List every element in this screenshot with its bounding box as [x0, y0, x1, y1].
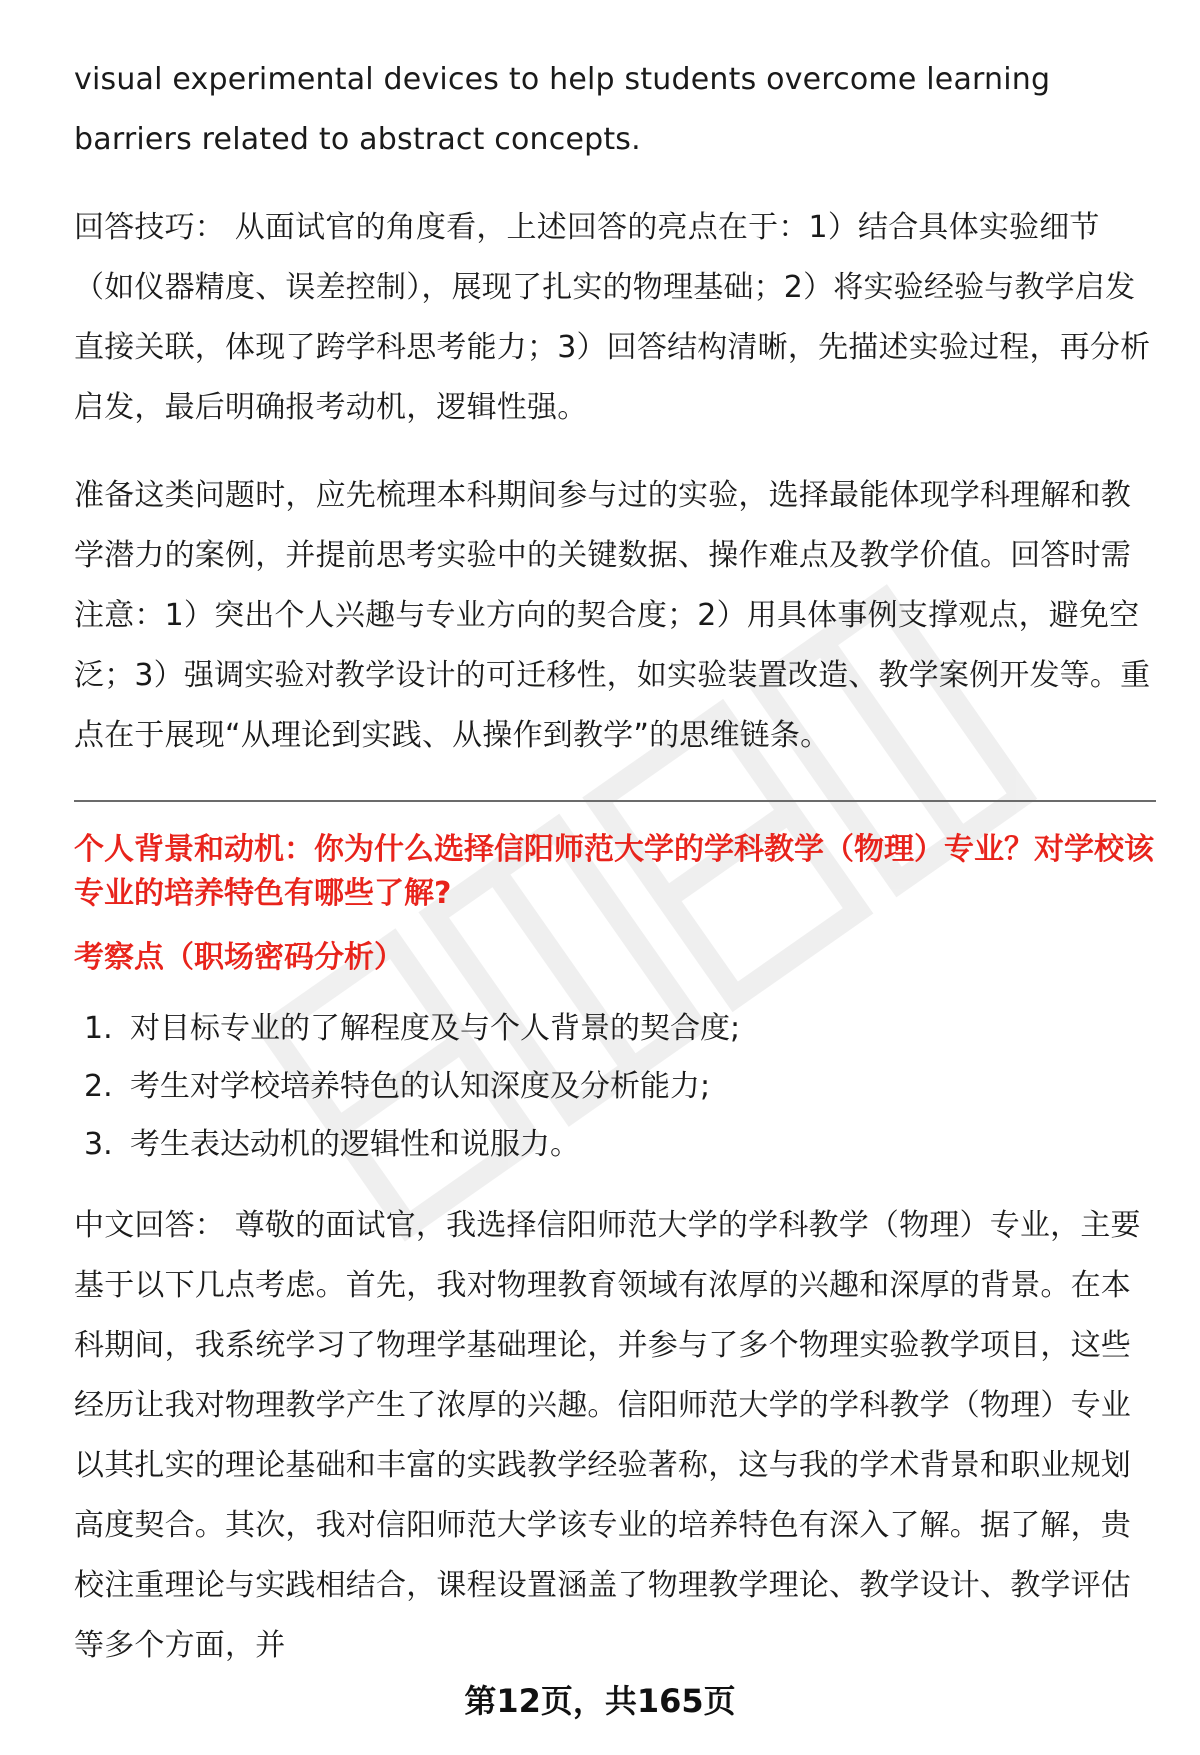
english-answer-continuation: visual experimental devices to help students overcome learning barriers related to abstract concepts.: [74, 62, 1051, 157]
list-item-text: 考生表达动机的逻辑性和说服力。: [130, 1127, 580, 1162]
preparation-advice-paragraph: 准备这类问题时，应先梳理本科期间参与过的实验，选择最能体现学科理解和教学潜力的案例，并提前思考实验中的关键数据、操作难点及教学价值。回答时需注意：1）突出个人兴趣与专业方向的契合度；2）用具体事例支撑观点，避免空泛；3）强调实验对教学设计的可迁移性，如实验装置改造、教学案例开发等。重点在于展现“从理论到实践、从操作到教学”的思维链条。: [74, 478, 1151, 753]
chinese-answer-paragraph: 中文回答： 尊敬的面试官，我选择信阳师范大学的学科教学（物理）专业，主要基于以下几点考虑。首先，我对物理教育领域有浓厚的兴趣和深厚的背景。在本科期间，我系统学习了物理学基础理论，并参与了多个物理实验教学项目，这些经历让我对物理教学产生了浓厚的兴趣。信阳师范大学的学科教学（物理）专业以其扎实的理论基础和丰富的实践教学经验著称，这与我的学术背景和职业规划高度契合。其次，我对信阳师范大学该专业的培养特色有深入了解。据了解，贵校注重理论与实践相结合，课程设置涵盖了物理教学理论、教学设计、教学评估等多个方面，并: [74, 1208, 1141, 1663]
page-number-footer: 第12页，共165页: [464, 1682, 736, 1720]
list-item: [74, 1116, 1156, 1174]
list-item-text: 考生对学校培养特色的认知深度及分析能力;: [130, 1069, 711, 1104]
list-item-number: 2.: [84, 1069, 113, 1104]
section-divider: [74, 800, 1156, 802]
list-item-number: 3.: [84, 1127, 113, 1162]
assessment-points-list: [74, 1000, 1156, 1174]
list-item-number: 1.: [84, 1011, 113, 1046]
assessment-points-heading: 考察点（职场密码分析）: [74, 940, 404, 975]
list-item: [74, 1058, 1156, 1116]
question-title: 个人背景和动机：你为什么选择信阳师范大学的学科教学（物理）专业？对学校该专业的培养特色有哪些了解?: [74, 832, 1154, 911]
list-item: [74, 1000, 1156, 1058]
document-page: [74, 50, 1156, 1676]
list-item-text: 对目标专业的了解程度及与个人背景的契合度;: [130, 1011, 741, 1046]
answer-tips-paragraph: 回答技巧： 从面试官的角度看，上述回答的亮点在于：1）结合具体实验细节（如仪器精度、误差控制），展现了扎实的物理基础；2）将实验经验与教学启发直接关联，体现了跨学科思考能力；3）回答结构清晰，先描述实验过程，再分析启发，最后明确报考动机，逻辑性强。: [74, 210, 1151, 425]
